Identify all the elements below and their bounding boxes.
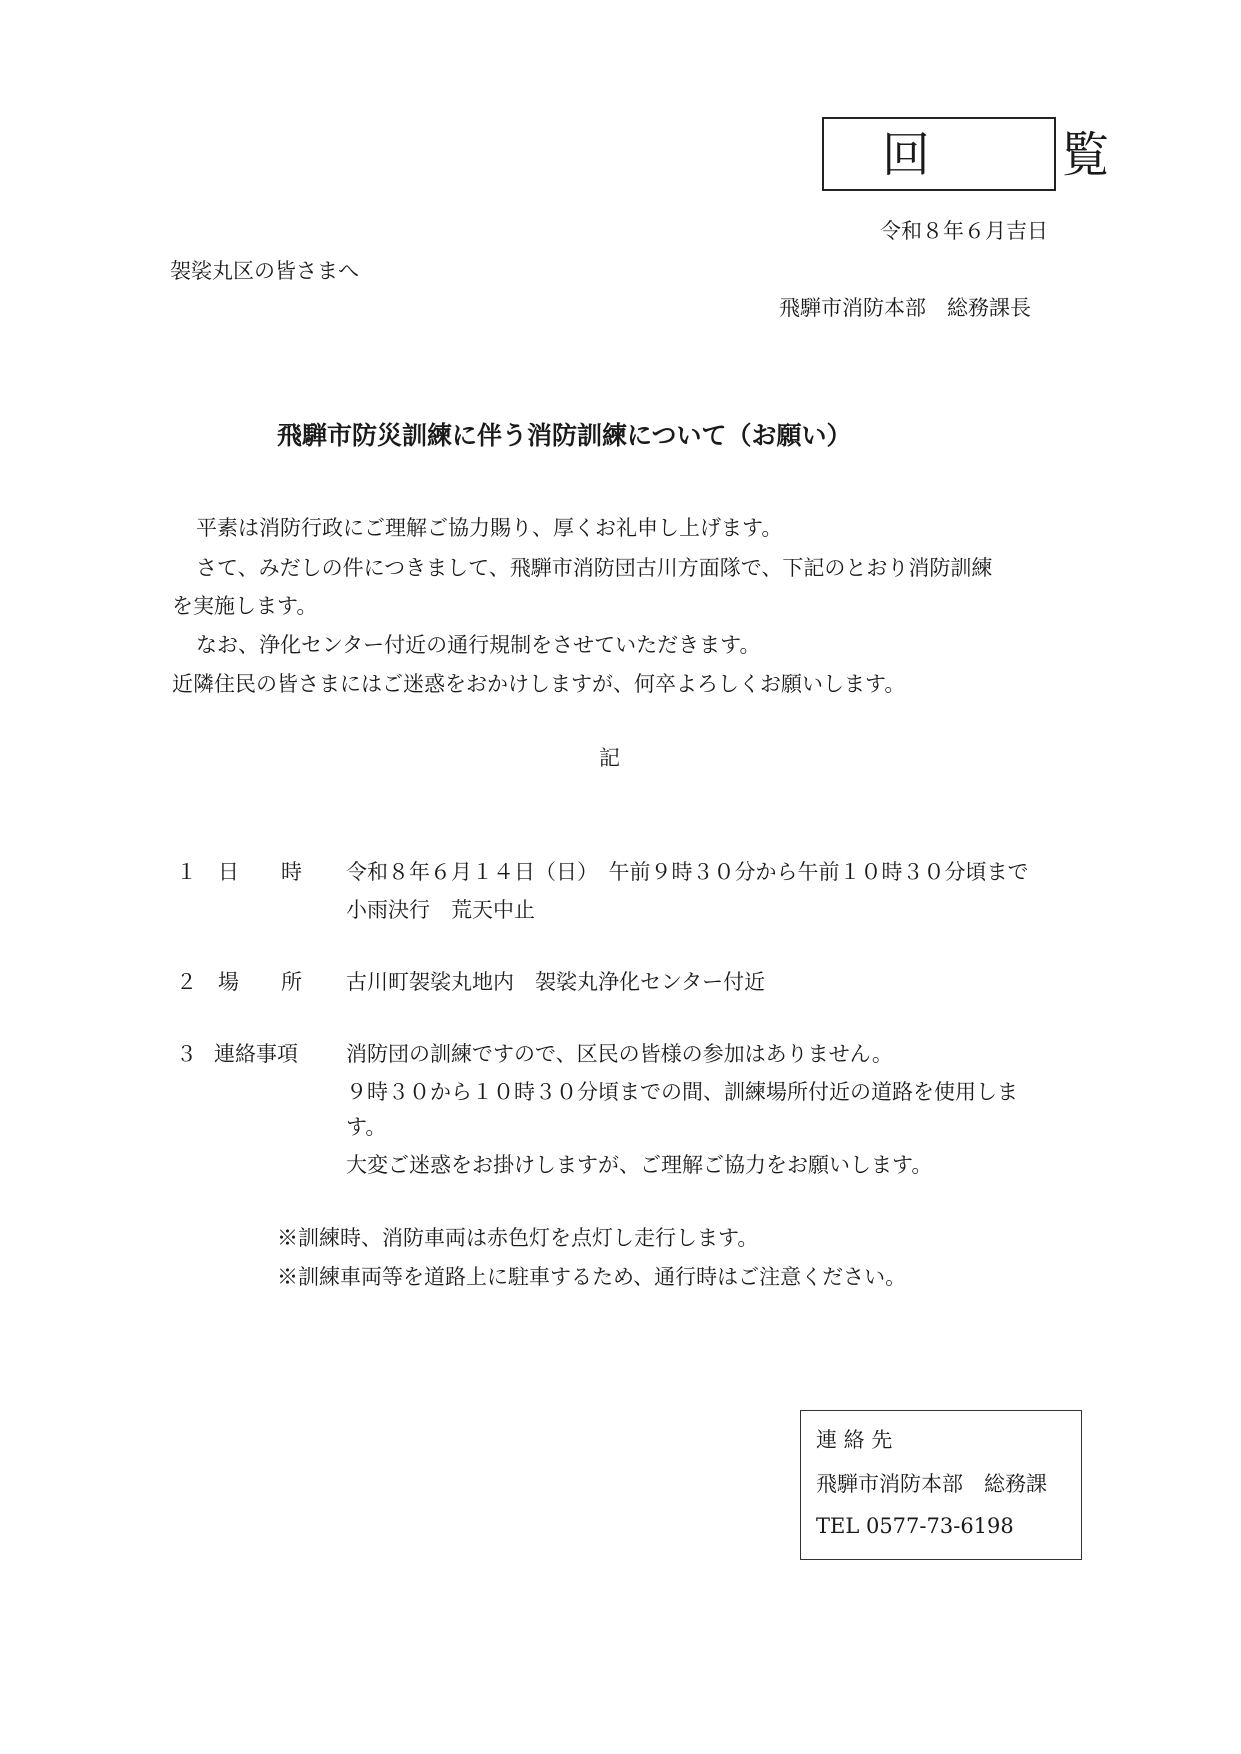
item-2-number: ２	[176, 970, 197, 994]
item-3-line-2: ９時３０から１０時３０分頃までの間、訓練場所付近の道路を使用しま	[346, 1080, 1018, 1104]
item-1-line-2: 小雨決行 荒天中止	[346, 898, 535, 922]
kairan-label: 回 覧	[882, 127, 1168, 183]
body-paragraph-2-line-1: さて、みだしの件につきまして、飛騨市消防団古川方面隊で、下記のとおり消防訓練	[196, 556, 993, 580]
item-3-number: ３	[176, 1042, 197, 1066]
body-paragraph-1: 平素は消防行政にご理解ご協力賜り、厚くお礼申し上げます。	[196, 516, 783, 540]
sender: 飛騨市消防本部 総務課長	[779, 296, 1031, 320]
item-3-label: 連絡事項	[214, 1042, 298, 1066]
note-1: ※訓練時、消防車両は赤色灯を点灯し走行します。	[277, 1226, 759, 1250]
contact-organization: 飛騨市消防本部 総務課	[816, 1472, 1047, 1496]
item-3-line-4: 大変ご迷惑をお掛けしますが、ご理解ご協力をお願いします。	[346, 1153, 933, 1177]
kairan-stamp-box	[822, 117, 1168, 191]
recipient: 袈裟丸区の皆さまへ	[170, 259, 359, 283]
contact-tel: TEL 0577-73-6198	[816, 1514, 1014, 1538]
issue-date: 令和８年６月吉日	[880, 219, 1048, 243]
item-2-label-b: 所	[281, 970, 302, 994]
item-1-label-a: 日	[218, 860, 239, 884]
item-3-line-1: 消防団の訓練ですので、区民の皆様の参加はありません。	[346, 1042, 893, 1066]
body-paragraph-4: 近隣住民の皆さまにはご迷惑をおかけしますが、何卒よろしくお願いします。	[172, 672, 906, 696]
item-1-label-b: 時	[281, 860, 302, 884]
body-paragraph-3: なお、浄化センター付近の通行規制をさせていただきます。	[196, 633, 761, 657]
item-1-line-1: 令和８年６月１４日（日） 午前９時３０分から午前１０時３０分頃まで	[346, 860, 1029, 884]
note-2: ※訓練車両等を道路上に駐車するため、通行時はご注意ください。	[277, 1265, 907, 1289]
item-2-label-a: 場	[218, 970, 239, 994]
item-3-line-3: す。	[346, 1115, 387, 1139]
item-1-number: １	[176, 860, 197, 884]
contact-heading: 連 絡 先	[816, 1428, 893, 1452]
contact-box	[800, 1410, 1082, 1560]
ki-marker: 記	[599, 746, 620, 770]
item-2-line-1: 古川町袈裟丸地内 袈裟丸浄化センター付近	[346, 970, 766, 994]
body-paragraph-2-line-2: を実施します。	[172, 594, 318, 618]
page-title: 飛騨市防災訓練に伴う消防訓練について（お願い）	[277, 421, 852, 450]
